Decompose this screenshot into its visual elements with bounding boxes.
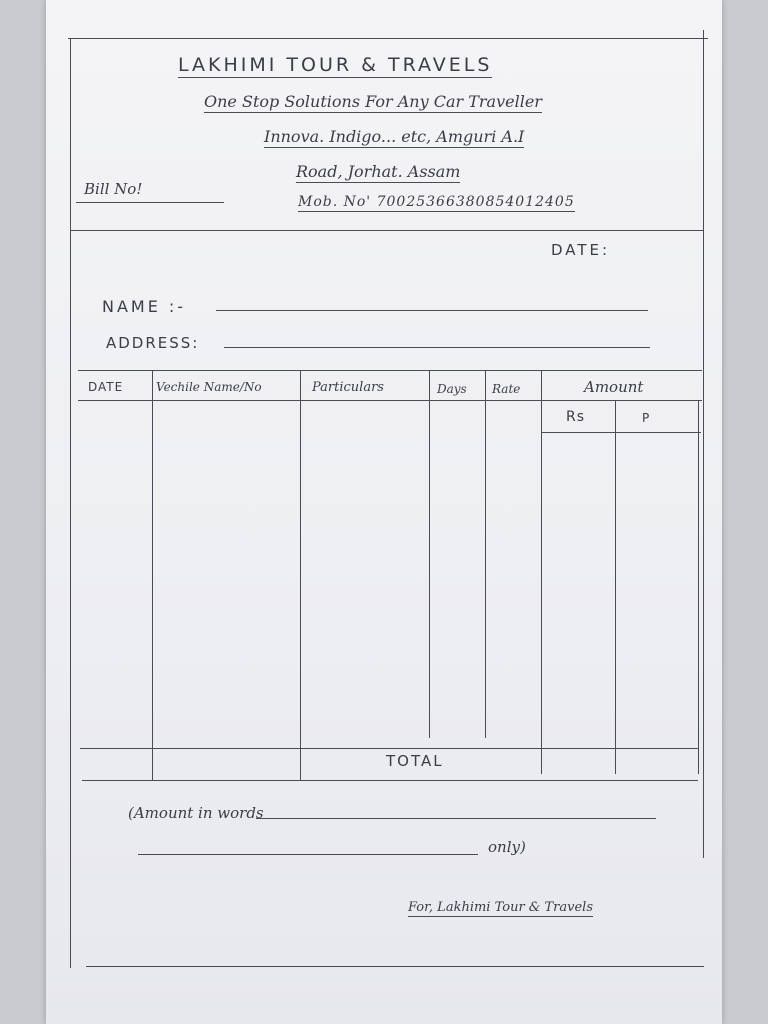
bill-paper: [46, 0, 722, 1024]
col-header-vehicle: Vechile Name/No: [156, 380, 262, 394]
left-border: [70, 38, 71, 968]
total-row-top: [80, 748, 698, 749]
col-divider-right: [698, 400, 699, 774]
col-header-date: DATE: [88, 380, 124, 394]
col-header-rs: Rs: [566, 409, 586, 425]
signature-label: For, Lakhimi Tour & Travels: [408, 900, 594, 915]
col-divider-rs-p: [615, 400, 616, 774]
mobile-number: Mob. No' 70025366380854012405: [298, 194, 575, 210]
col-header-days: Days: [437, 382, 467, 396]
address-field-line: [224, 347, 650, 348]
name-label: NAME :-: [102, 297, 187, 316]
address-line-1: Innova. Indigo... etc, Amguri A.I: [264, 127, 525, 146]
amount-sub-line: [541, 432, 701, 433]
business-title: LAKHIMI TOUR & TRAVELS: [178, 54, 493, 76]
col-divider-2: [300, 370, 301, 780]
top-border: [68, 38, 708, 39]
col-divider-4: [485, 370, 486, 738]
only-label: only): [488, 838, 526, 856]
table-header-line: [78, 400, 702, 401]
col-header-p: P: [642, 411, 653, 425]
total-row-bottom: [82, 780, 698, 781]
business-tagline: One Stop Solutions For Any Car Traveller: [204, 92, 542, 111]
address-label: ADDRESS:: [106, 334, 200, 352]
table-top-line: [78, 370, 702, 371]
amount-in-words-label: (Amount in words: [128, 804, 264, 822]
col-divider-1: [152, 370, 153, 780]
right-border: [703, 30, 704, 858]
date-label: DATE:: [551, 241, 611, 259]
col-divider-5: [541, 370, 542, 774]
bottom-border: [86, 966, 704, 967]
col-divider-3: [429, 370, 430, 738]
bill-no-label: Bill No!: [84, 180, 143, 198]
header-divider: [70, 230, 704, 231]
bill-no-line: [76, 202, 224, 203]
name-field-line: [216, 310, 648, 311]
total-label: TOTAL: [386, 752, 444, 770]
col-header-amount: Amount: [584, 378, 644, 396]
amount-in-words-line: [256, 818, 656, 819]
address-line-2: Road, Jorhat. Assam: [296, 162, 461, 181]
col-header-particulars: Particulars: [312, 380, 384, 395]
amount-in-words-line-2: [138, 854, 478, 855]
col-header-rate: Rate: [492, 382, 521, 396]
